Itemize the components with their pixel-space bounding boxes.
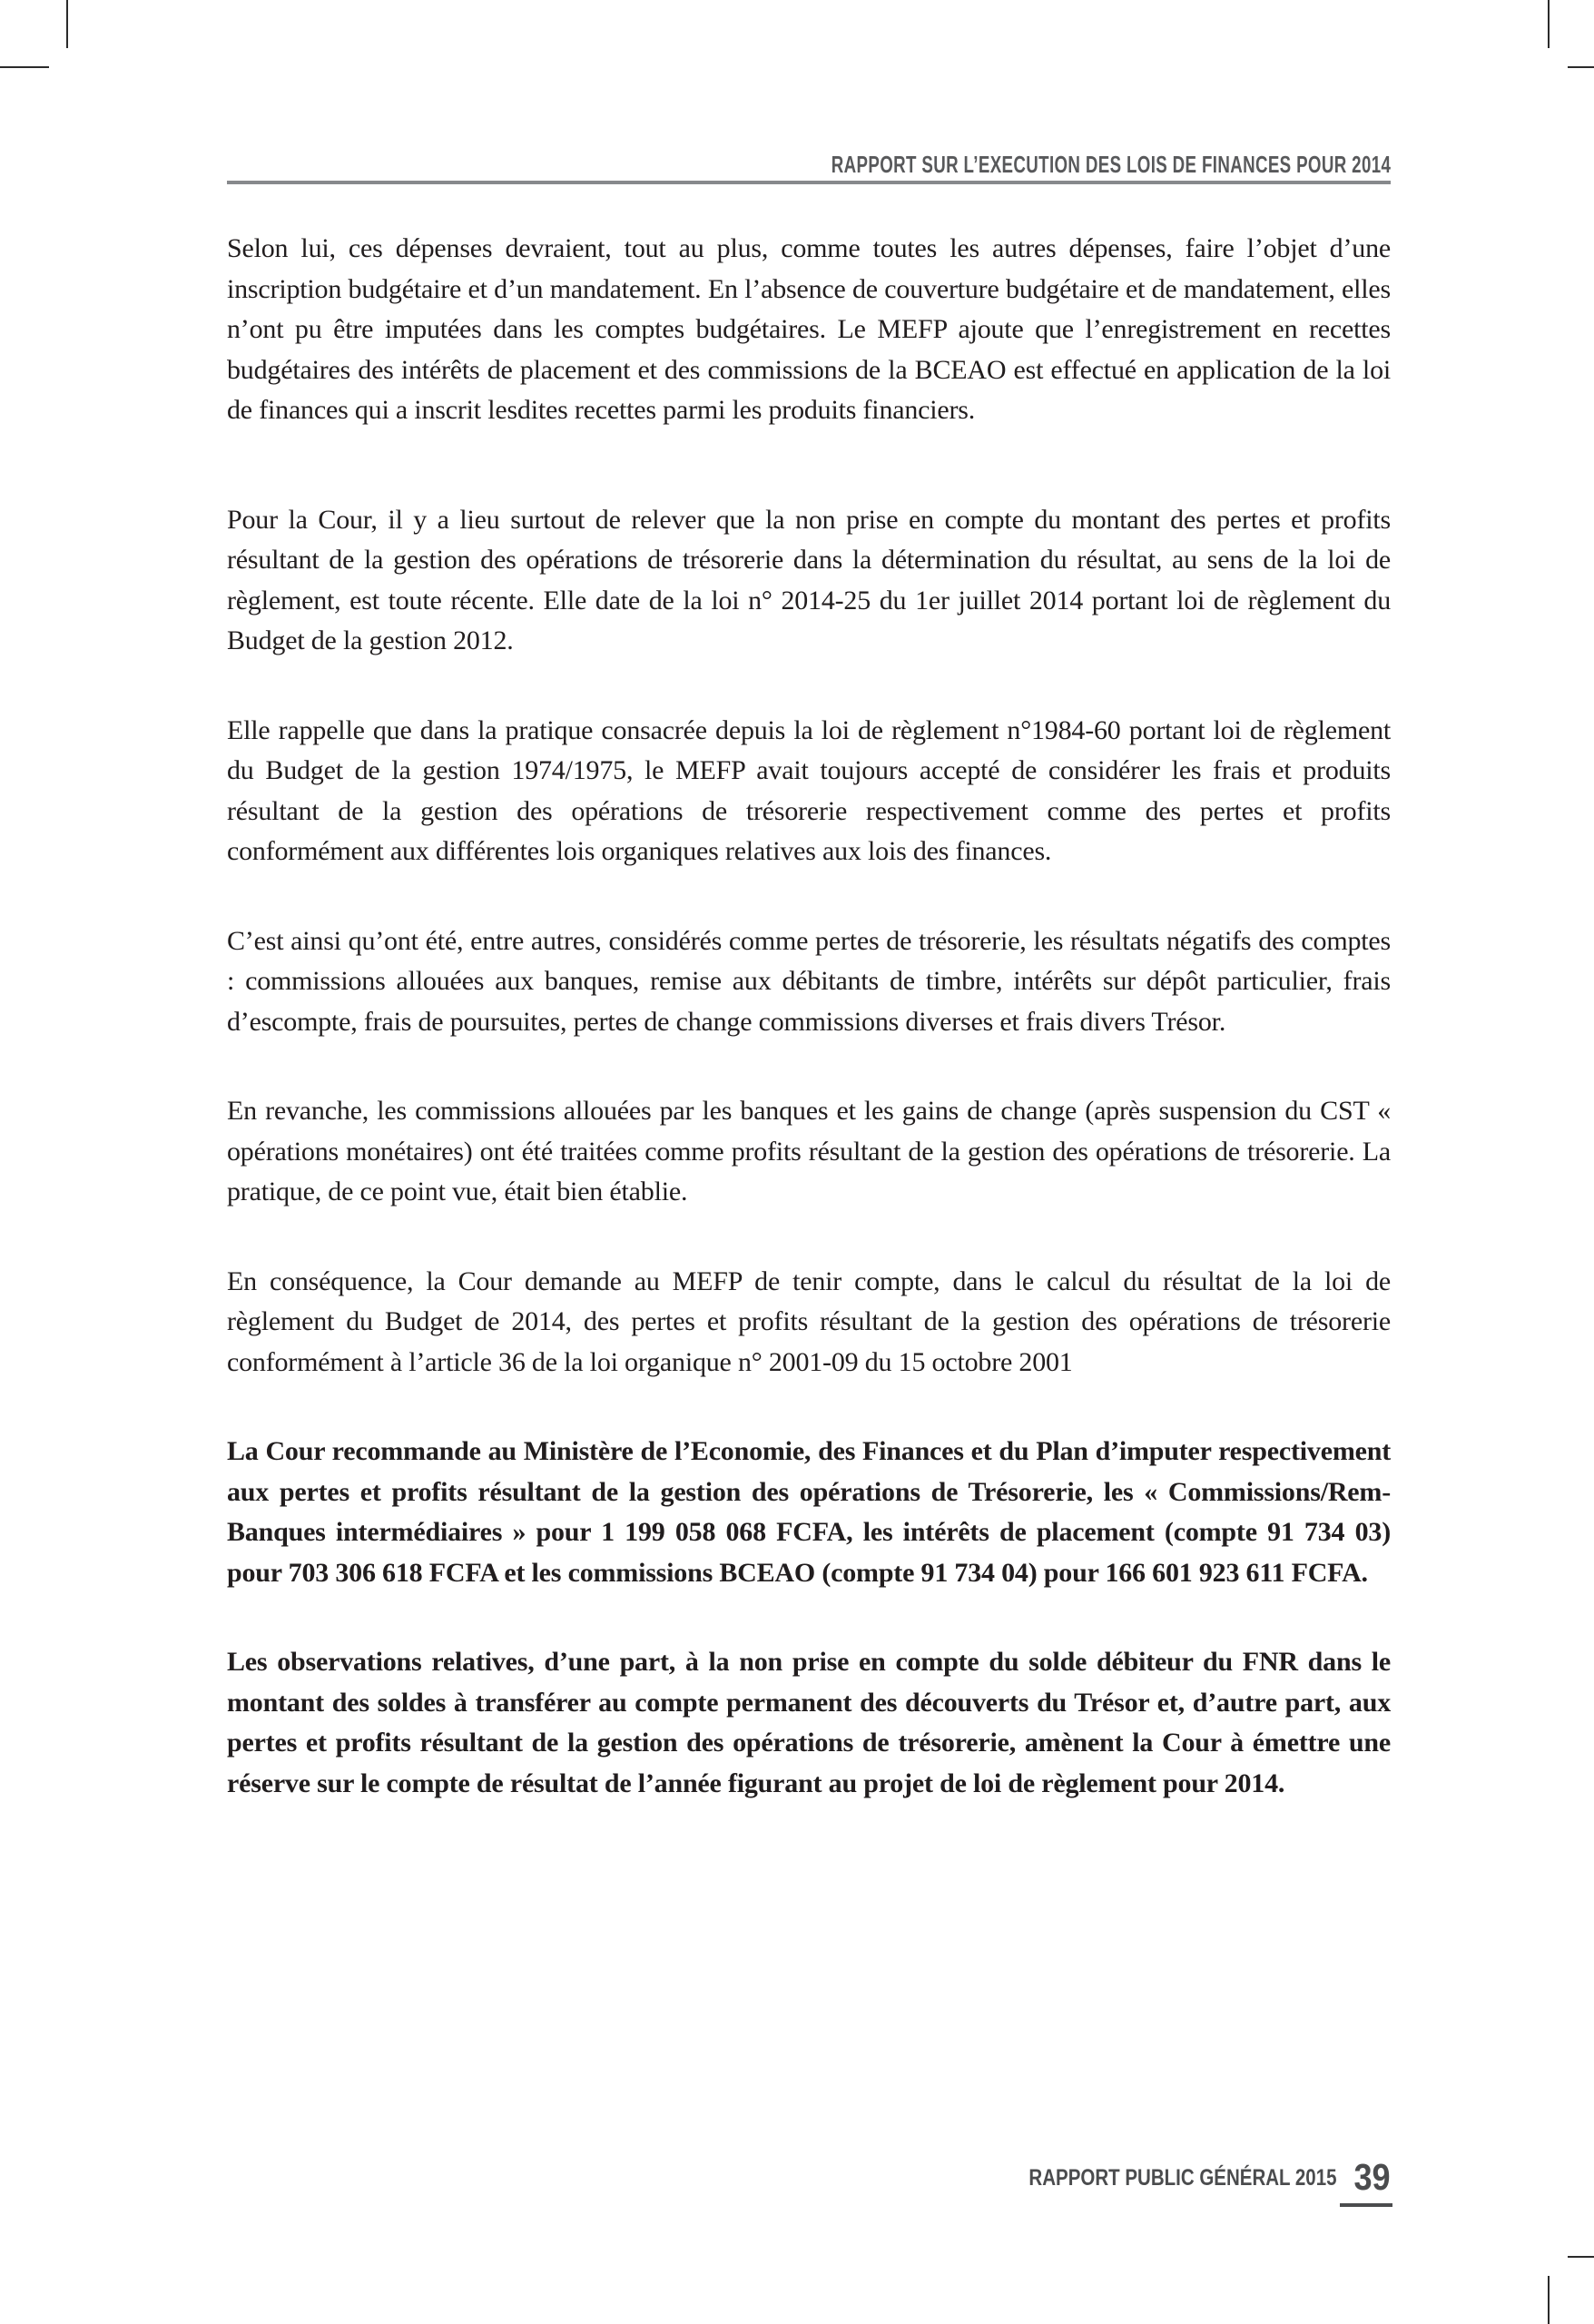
paragraph: Pour la Cour, il y a lieu surtout de relever que la non prise en compte du montant des pertes et profits résultant de la gestion des opérations de trésorerie dans la détermination du résultat, au sens de la loi de règlement, est toute récente. Elle date de la loi n° 2014-25 du 1er juillet 2014 portant loi de règlement du Budget de la gestion 2012. — [227, 504, 1391, 655]
footer-report-label: RAPPORT PUBLIC GÉNÉRAL 2015 — [1028, 2165, 1337, 2191]
paragraph: Les observations relatives, d’une part, à la non prise en compte du solde débiteur du FNR dans le montant des soldes à transférer au compte permanent des découverts du Trésor et, d’autre part, aux pertes et profits résultant de la gestion des opérations de trésorerie, amènent la Cour à émettre une réserve sur le compte de résultat de l’année figurant au projet de loi de règlement pour 2014. — [227, 1647, 1391, 1798]
paragraph: Elle rappelle que dans la pratique consacrée depuis la loi de règlement n°1984-60 portant loi de règlement du Budget de la gestion 1974/1975, le MEFP avait toujours accepté de considérer les frais et produits résultant de la gestion des opérations de trésorerie respectivement comme des pertes et profits conformément aux différentes lois organiques relatives aux lois des finances. — [227, 714, 1391, 866]
running-header-title: RAPPORT SUR L’EXECUTION DES LOIS DE FINANCES POUR 2014 — [831, 151, 1391, 178]
crop-mark-top-left-vertical — [66, 0, 68, 48]
crop-mark-top-right-vertical — [1548, 0, 1550, 48]
crop-mark-bottom-right-horizontal — [1568, 2256, 1594, 2258]
paragraph: Selon lui, ces dépenses devraient, tout au plus, comme toutes les autres dépenses, faire l’objet d’une inscription budgétaire et d’un mandatement. En l’absence de couverture budgétaire et de mandatement, elles n’ont pu être imputées dans les comptes budgétaires. Le MEFP ajoute que l’enregistrement en recettes budgétaires des intérêts de placement et des commissions de la BCEAO est effectué en application de la loi de finances qui a inscrit lesdites recettes parmi les produits financiers. — [227, 233, 1391, 425]
header-rule — [227, 181, 1391, 184]
page-footer — [961, 2156, 1391, 2198]
body-text-block — [227, 229, 1391, 1853]
crop-mark-top-right-horizontal — [1568, 66, 1594, 68]
paragraph: C’est ainsi qu’ont été, entre autres, considérés comme pertes de trésorerie, les résultats négatifs des comptes : commissions allouées aux banques, remise aux débitants de timbre, intérêts sur dépôt particulier, frais d’escompte, frais de poursuites, pertes de change commissions diverses et frais divers Trésor. — [227, 925, 1391, 1037]
paragraph: En conséquence, la Cour demande au MEFP de tenir compte, dans le calcul du résultat de la loi de règlement du Budget de 2014, des pertes et profits résultant de la gestion des opérations de trésorerie conformément à l’article 36 de la loi organique n° 2001-09 du 15 octobre 2001 — [227, 1265, 1391, 1377]
page-number: 39 — [1353, 2156, 1391, 2198]
page-number-underline — [1340, 2203, 1392, 2207]
crop-mark-top-left-horizontal — [0, 66, 49, 68]
page-number-block — [1349, 2156, 1391, 2198]
crop-mark-bottom-right-vertical — [1548, 2276, 1550, 2324]
paragraph: La Cour recommande au Ministère de l’Economie, des Finances et du Plan d’imputer respectivement aux pertes et profits résultant de la gestion des opérations de Trésorerie, les « Commissions/Rem-Banques intermédiaires » pour 1 199 058 068 FCFA, les intérêts de placement (compte 91 734 03) pour 703 306 618 FCFA et les commissions BCEAO (compte 91 734 04) pour 166 601 923 611 FCFA. — [227, 1436, 1391, 1588]
paragraph: En revanche, les commissions allouées par les banques et les gains de change (après suspension du CST « opérations monétaires) ont été traitées comme profits résultant de la gestion des opérations de trésorerie. La pratique, de ce point vue, était bien établie. — [227, 1096, 1391, 1206]
